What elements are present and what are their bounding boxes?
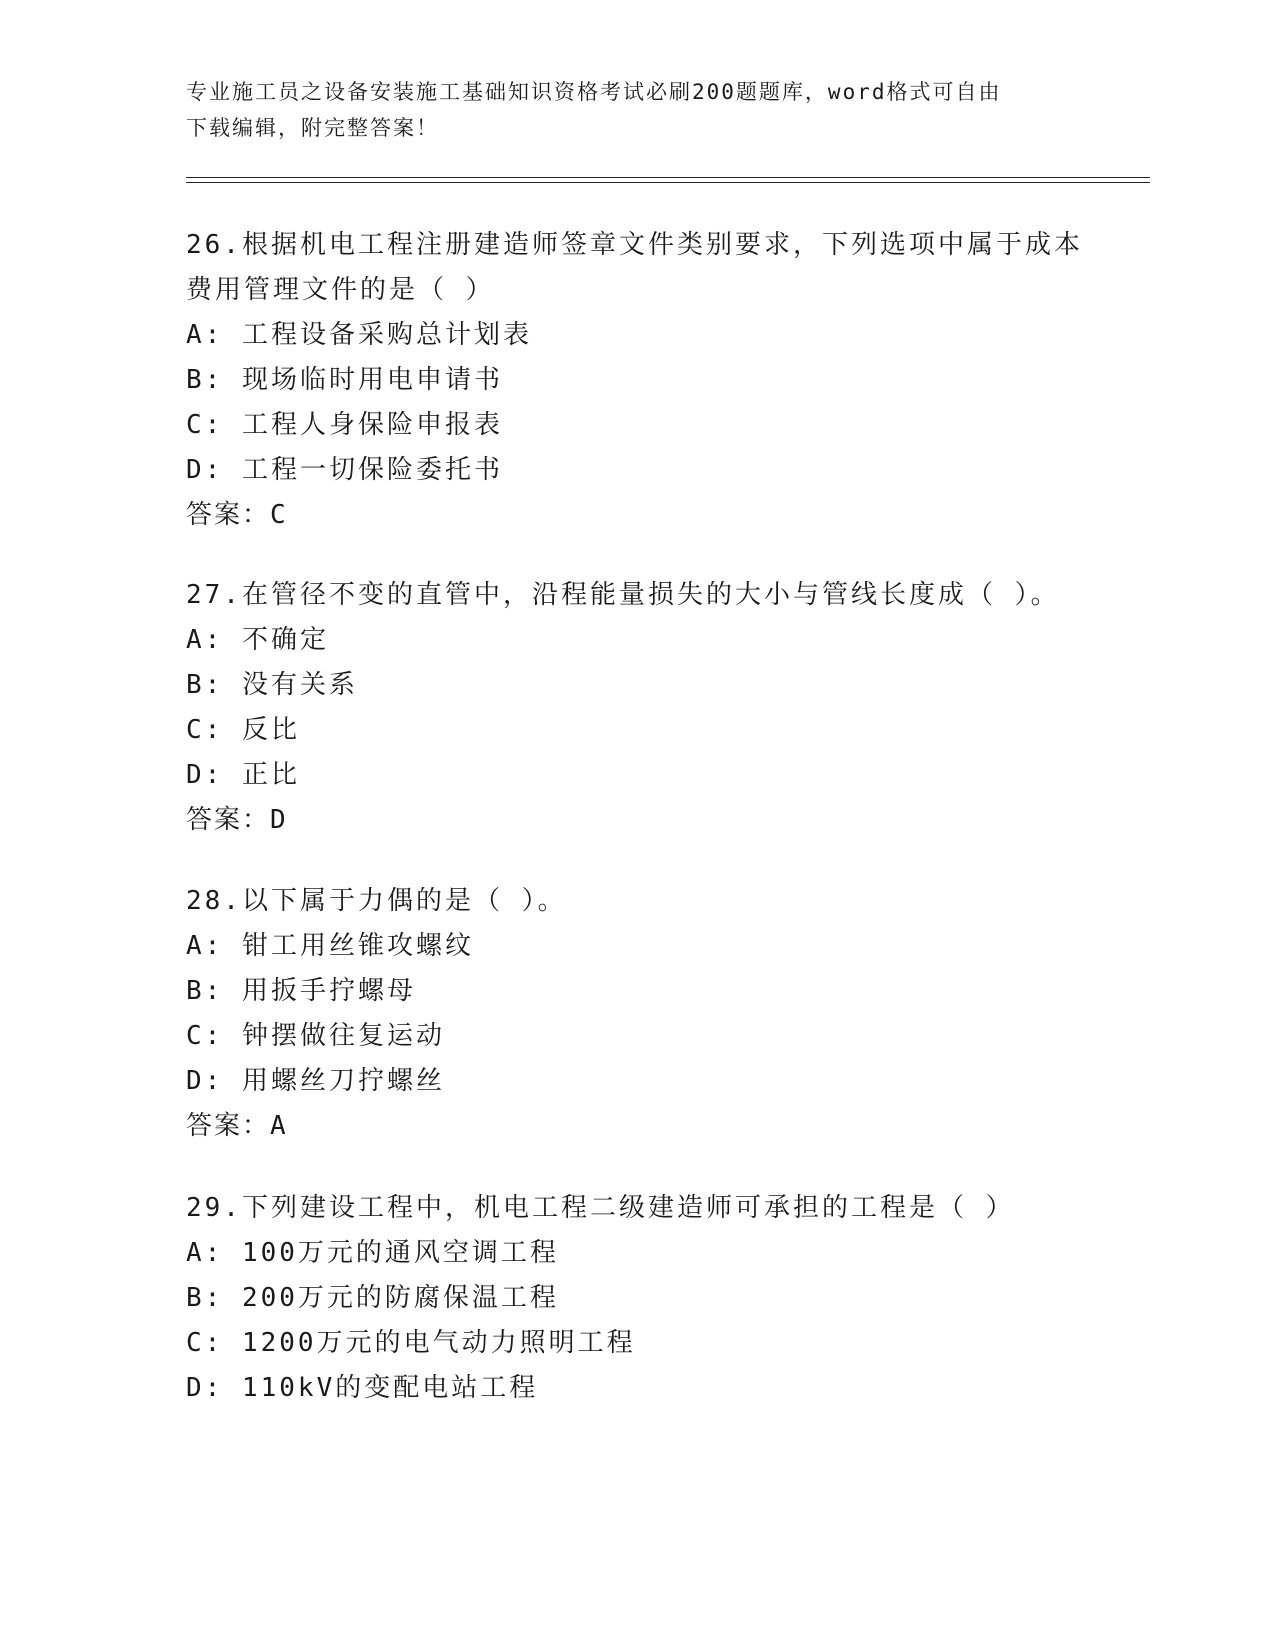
option-a: A: 100万元的通风空调工程 bbox=[186, 1238, 559, 1268]
header-divider-top bbox=[186, 177, 1150, 178]
answer-value: D bbox=[270, 805, 287, 835]
document-header bbox=[186, 74, 1066, 146]
answer-line bbox=[186, 1104, 1086, 1149]
question-27 bbox=[186, 573, 1086, 843]
option-c: C: 1200万元的电气动力照明工程 bbox=[186, 1328, 636, 1358]
option-a: A: 钳工用丝锥攻螺纹 bbox=[186, 931, 474, 961]
question-stem-line: 27.在管径不变的直管中，沿程能量损失的大小与管线长度成（ ）。 bbox=[186, 580, 1060, 610]
option-a: A: 工程设备采购总计划表 bbox=[186, 320, 532, 350]
header-line-2: 下载编辑，附完整答案！ bbox=[186, 116, 439, 140]
option-c: C: 反比 bbox=[186, 715, 300, 745]
header-divider-bottom bbox=[186, 182, 1150, 183]
option-b: B: 200万元的防腐保温工程 bbox=[186, 1283, 559, 1313]
question-stem-line: 28.以下属于力偶的是（ ）。 bbox=[186, 886, 567, 916]
option-b: B: 用扳手拧螺母 bbox=[186, 976, 416, 1006]
answer-line bbox=[186, 798, 1086, 843]
answer-label: 答案： bbox=[186, 805, 271, 835]
question-29 bbox=[186, 1186, 1086, 1411]
option-d: D: 正比 bbox=[186, 760, 300, 790]
option-b: B: 没有关系 bbox=[186, 670, 358, 700]
question-stem-line: 29.下列建设工程中，机电工程二级建造师可承担的工程是（ ） bbox=[186, 1193, 1015, 1223]
option-c: C: 工程人身保险申报表 bbox=[186, 410, 503, 440]
answer-value: C bbox=[270, 500, 287, 530]
answer-line bbox=[186, 493, 1086, 538]
option-d: D: 用螺丝刀拧螺丝 bbox=[186, 1066, 445, 1096]
option-d: D: 110kV的变配电站工程 bbox=[186, 1373, 539, 1403]
answer-label: 答案： bbox=[186, 1111, 271, 1141]
answer-label: 答案： bbox=[186, 500, 271, 530]
question-28 bbox=[186, 879, 1086, 1149]
option-c: C: 钟摆做往复运动 bbox=[186, 1021, 445, 1051]
header-line-1: 专业施工员之设备安装施工基础知识资格考试必刷200题题库，word格式可自由 bbox=[186, 80, 1002, 104]
option-a: A: 不确定 bbox=[186, 625, 329, 655]
option-b: B: 现场临时用电申请书 bbox=[186, 365, 503, 395]
answer-value: A bbox=[270, 1111, 287, 1141]
question-stem-line: 费用管理文件的是（ ） bbox=[186, 275, 495, 305]
question-stem-line: 26.根据机电工程注册建造师签章文件类别要求，下列选项中属于成本 bbox=[186, 230, 1083, 260]
option-d: D: 工程一切保险委托书 bbox=[186, 455, 503, 485]
question-26 bbox=[186, 223, 1086, 538]
